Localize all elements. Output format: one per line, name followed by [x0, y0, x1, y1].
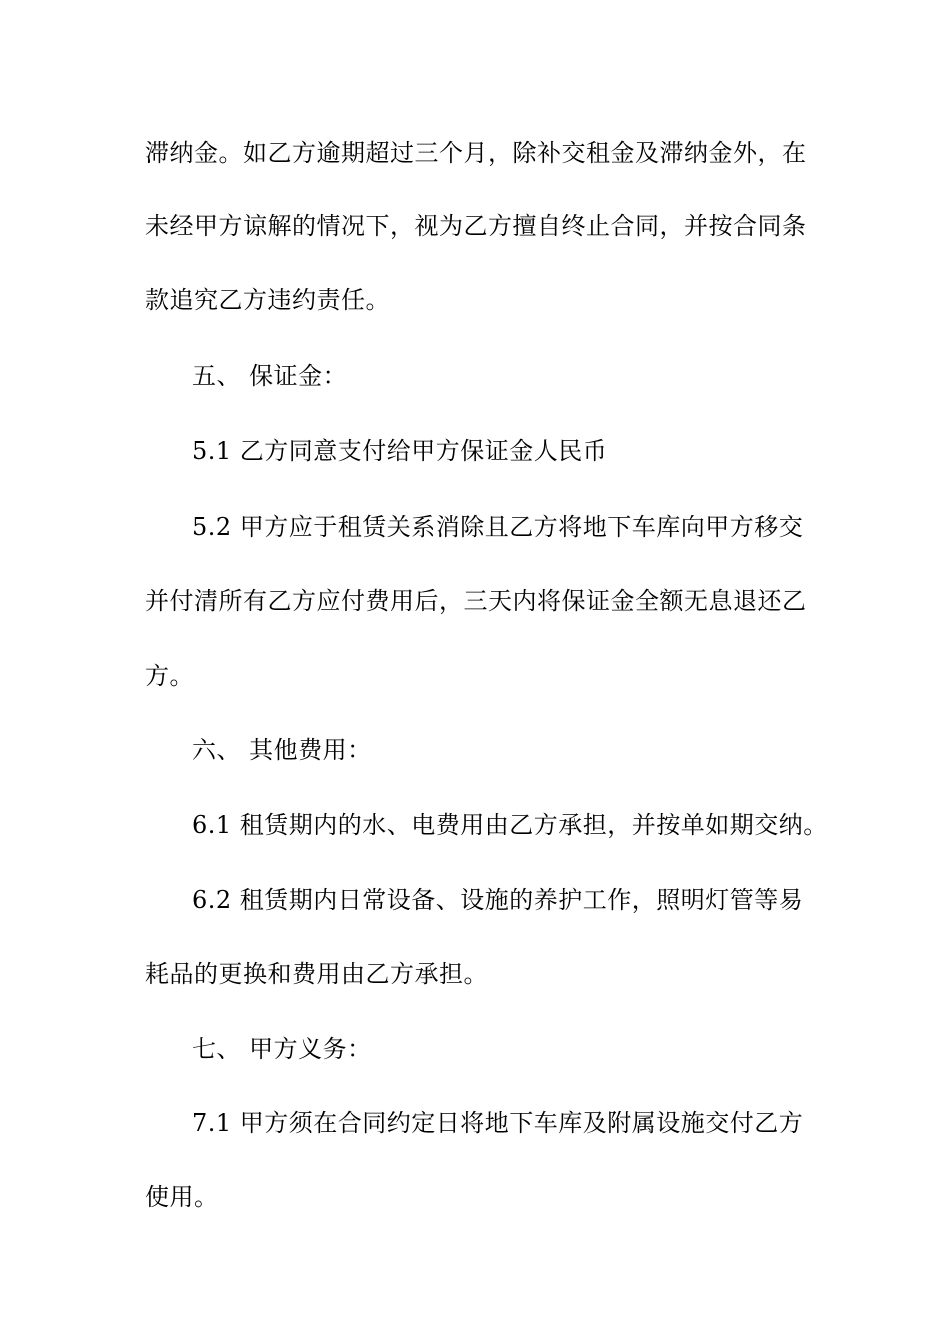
clause-5-1: 5.1 乙方同意支付给甲方保证金人民币	[192, 437, 608, 465]
clause-5-2: 5.2 甲方应于租赁关系消除且乙方将地下车库向甲方移交	[192, 513, 804, 541]
section-heading-deposit: 五、 保证金：	[192, 362, 348, 390]
paragraph-line: 使用。	[145, 1183, 219, 1211]
section-heading-party-a-obligations: 七、 甲方义务：	[192, 1035, 372, 1063]
paragraph-line: 未经甲方谅解的情况下，视为乙方擅自终止合同，并按合同条	[145, 212, 807, 240]
paragraph-line: 款追究乙方违约责任。	[145, 286, 390, 314]
paragraph-line: 耗品的更换和费用由乙方承担。	[145, 960, 488, 988]
paragraph-line: 并付清所有乙方应付费用后，三天内将保证金全额无息退还乙	[145, 587, 807, 615]
paragraph-line: 滞纳金。如乙方逾期超过三个月，除补交租金及滞纳金外，在	[145, 139, 807, 167]
clause-6-2: 6.2 租赁期内日常设备、设施的养护工作，照明灯管等易	[192, 886, 804, 914]
section-heading-other-fees: 六、 其他费用：	[192, 736, 372, 764]
clause-6-1: 6.1 租赁期内的水、电费用由乙方承担，并按单如期交纳。	[192, 811, 828, 839]
clause-7-1: 7.1 甲方须在合同约定日将地下车库及附属设施交付乙方	[192, 1109, 804, 1137]
paragraph-line: 方。	[145, 662, 194, 690]
